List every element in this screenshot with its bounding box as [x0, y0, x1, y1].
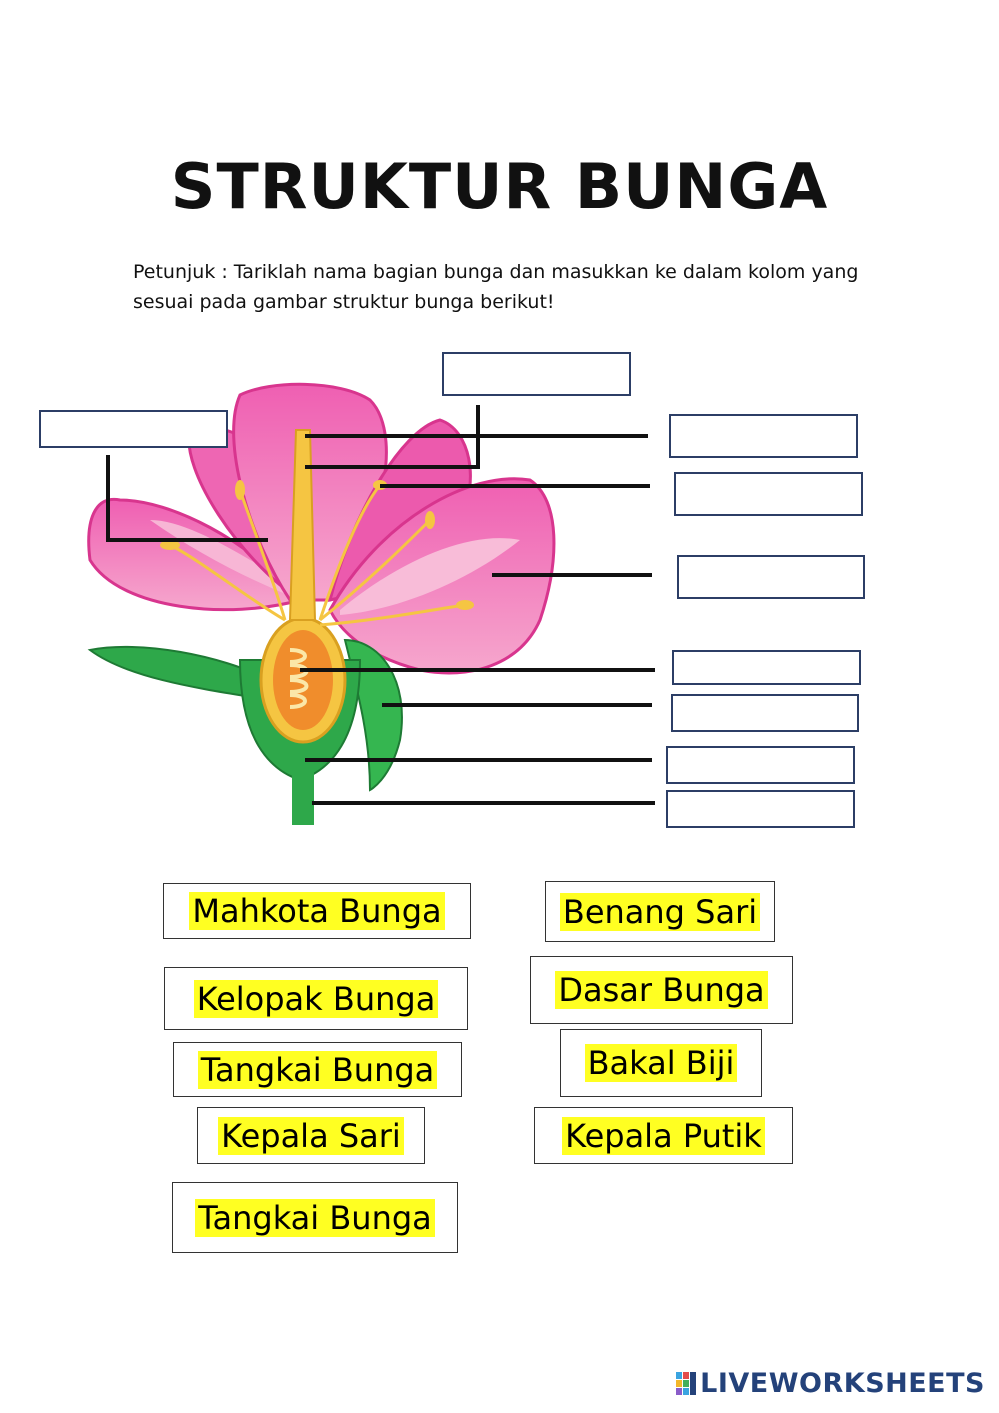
- label-tangkai-bunga-2[interactable]: [172, 1182, 458, 1253]
- chip-text: Dasar Bunga: [555, 971, 767, 1009]
- drop-box-7[interactable]: [671, 694, 859, 732]
- label-dasar-bunga[interactable]: [530, 956, 793, 1024]
- page-title: STRUKTUR BUNGA: [170, 150, 829, 223]
- chip-text: Tangkai Bunga: [195, 1199, 435, 1237]
- drop-box-3[interactable]: [669, 414, 858, 458]
- chip-text: Kepala Putik: [562, 1117, 765, 1155]
- chip-text: Mahkota Bunga: [189, 892, 444, 930]
- brand-name: LIVEWORKSHEETS: [700, 1368, 985, 1399]
- chip-text: Tangkai Bunga: [198, 1051, 438, 1089]
- label-mahkota-bunga[interactable]: [163, 883, 471, 939]
- chip-text: Kepala Sari: [218, 1117, 404, 1155]
- label-kepala-putik[interactable]: [534, 1107, 793, 1164]
- label-kelopak-bunga[interactable]: [164, 967, 468, 1030]
- drop-box-9[interactable]: [666, 790, 855, 828]
- drop-box-1[interactable]: [442, 352, 631, 396]
- brand-logo: [676, 1368, 985, 1399]
- drop-box-8[interactable]: [666, 746, 855, 784]
- drop-box-5[interactable]: [677, 555, 865, 599]
- label-bakal-biji[interactable]: [560, 1029, 762, 1097]
- chip-text: Benang Sari: [560, 893, 760, 931]
- drop-box-6[interactable]: [672, 650, 861, 685]
- instruction-text: Petunjuk : Tariklah nama bagian bunga dan masukkan ke dalam kolom yang sesuai pada gambar struktur bunga berikut!: [133, 261, 859, 313]
- drop-box-4[interactable]: [674, 472, 863, 516]
- chip-text: Kelopak Bunga: [194, 980, 439, 1018]
- label-benang-sari[interactable]: [545, 881, 775, 942]
- drop-box-2[interactable]: [39, 410, 228, 448]
- chip-text: Bakal Biji: [585, 1044, 738, 1082]
- label-tangkai-bunga[interactable]: [173, 1042, 462, 1097]
- label-kepala-sari[interactable]: [197, 1107, 425, 1164]
- liveworksheets-icon: [676, 1372, 698, 1396]
